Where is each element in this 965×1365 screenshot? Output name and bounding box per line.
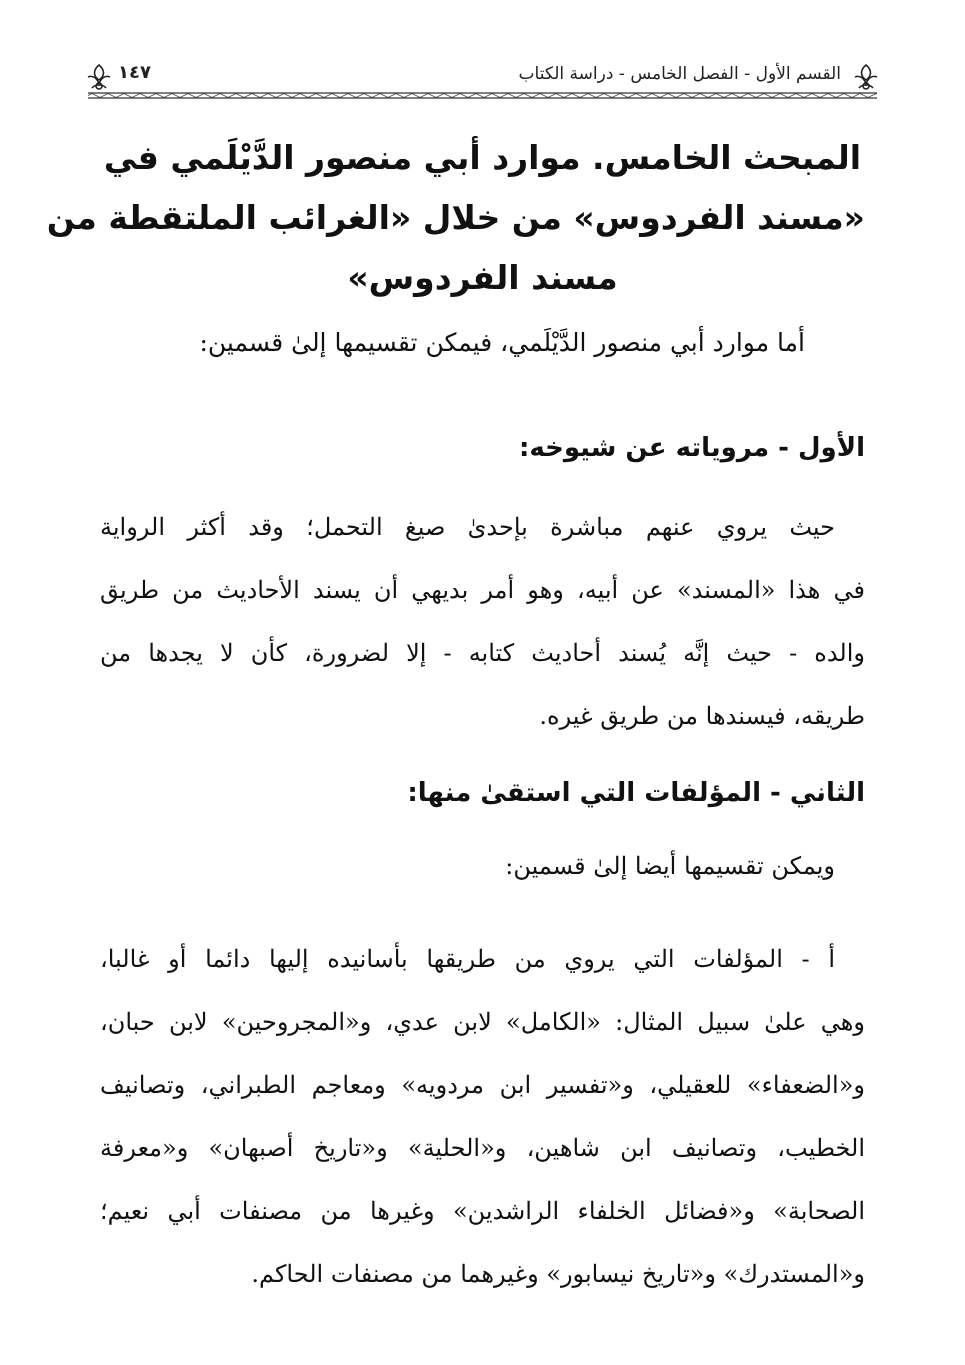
section-heading [46,128,865,308]
text-line: أ - المؤلفات التي يروي من طريقها بأسانيده إليها دائما أو غالبا، [100,945,835,973]
page-number: ١٤٧ [118,62,151,83]
header-divider [88,92,877,99]
floral-ornament-icon [84,62,114,92]
text-line: في هذا «المسند» عن أبيه، وهو أمر بديهي أن يسند الأحاديث من طريق [100,576,865,604]
heading-line: مسند الفردوس» [347,258,618,297]
floral-ornament-icon [851,62,881,92]
subheading-first: الأول - مروياته عن شيوخه: [518,433,865,463]
running-header [88,58,877,102]
running-title: القسم الأول - الفصل الخامس - دراسة الكتاب [518,64,841,84]
heading-line: «مسند الفردوس» من خلال «الغرائب الملتقطة من [46,198,865,237]
heading-line: المبحث الخامس. موارد أبي منصور الدَّيْلَمي في [103,138,862,177]
text-line: و«الضعفاء» للعقيلي، و«تفسير ابن مردويه» ومعاجم الطبراني، وتصانيف [100,1071,865,1099]
text-line: الصحابة» و«فضائل الخلفاء الراشدين» وغيرها من مصنفات أبي نعيم؛ [100,1197,865,1225]
intro-sentence: أما موارد أبي منصور الدَّيْلَمي، فيمكن تقسيمها إلىٰ قسمين: [199,328,805,357]
paragraph-first [100,496,865,748]
subheading-second: الثاني - المؤلفات التي استقىٰ منها: [407,778,865,808]
text-line: حيث يروي عنهم مباشرة بإحدىٰ صيغ التحمل؛ وقد أكثر الرواية [100,513,835,541]
text-line: طريقه، فيسندها من طريق غيره. [539,702,865,730]
text-line: والده - حيث إنَّه يُسند أحاديث كتابه - إلا لضرورة، كأن لا يجدها من [100,639,865,667]
text-line: الخطيب، وتصانيف ابن شاهين، و«الحلية» و«تاريخ أصبهان» و«معرفة [100,1134,865,1162]
second-intro: ويمكن تقسيمها أيضا إلىٰ قسمين: [505,852,835,880]
paragraph-second [100,928,865,1306]
text-line: و«المستدرك» و«تاريخ نيسابور» وغيرهما من مصنفات الحاكم. [251,1260,865,1288]
text-line: وهي علىٰ سبيل المثال: «الكامل» لابن عدي، و«المجروحين» لابن حبان، [100,1008,865,1036]
